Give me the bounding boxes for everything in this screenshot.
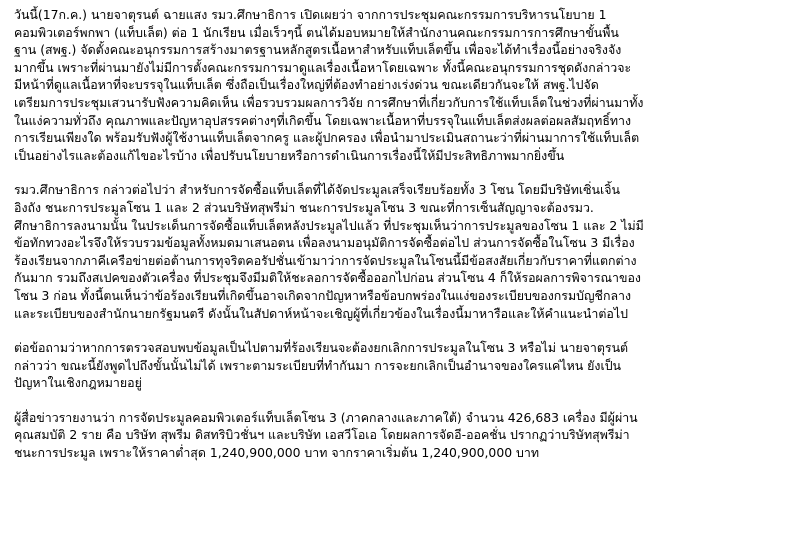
paragraph-line: เตรียมการประชุมเสวนารับฟังความคิดเห็น เพื่อรวบรวมผลการวิจัย การศึกษาที่เกี่ยวกับการใช้แท็บเล็ตในช่วงที่ผ่านมาทั้ง: [14, 94, 644, 110]
paragraph-line: วันนี้(17ก.ค.) นายจาตุรนต์ ฉายแสง รมว.ศึกษาธิการ เปิดเผยว่า จากการประชุมคณะกรรมการบริหารนโยบาย 1: [14, 7, 607, 22]
paragraph-line: ชนะการประมูล เพราะให้ราคาต่ำสุด 1,240,900,000 บาท จากราคาเริ่มต้น 1,240,900,000 บาท: [14, 445, 540, 461]
paragraph-line: มากขึ้น เพราะที่ผ่านมายังไม่มีการตั้งคณะกรรมการมาดูแลเรื่องเนื้อหาโดยเฉพาะ ทั้งนี้คณะอนุกรรมการชุดดังกล่าวจะ: [14, 59, 632, 75]
paragraph-line: ต่อข้อถามว่าหากการตรวจสอบพบข้อมูลเป็นไปตามที่ร้องเรียนจะต้องยกเลิกการประมูลในโซน 3 หรือไม่ นายจาตุรนต์: [14, 340, 629, 356]
article-paragraph-1: [14, 6, 786, 164]
paragraph-line: คอมพิวเตอร์พกพา (แท็บเล็ต) ต่อ 1 นักเรียน เมื่อเร็วๆนี้ ตนได้มอบหมายให้สำนักงานคณะกรรมการการศึกษาขั้นพื้น: [14, 24, 619, 40]
paragraph-line: รมว.ศึกษาธิการ กล่าวต่อไปว่า สำหรับการจัดซื้อแท็บเล็ตที่ได้จัดประมูลเสร็จเรียบร้อยทั้ง 3 โซน โดยมีบริษัทเซิ่นเจิ้น: [14, 182, 620, 198]
paragraph-line: การเรียนเพียงใด พร้อมรับฟังผู้ใช้งานแท็บเล็ตจากครู และผู้ปกครอง เพื่อนำมาประเมินสถานะว่าที่ผ่านมาการใช้แท็บเล็ต: [14, 130, 640, 146]
news-article: [14, 6, 786, 462]
paragraph-line: โซน 3 ก่อน ทั้งนี้ตนเห็นว่าข้อร้องเรียนที่เกิดขึ้นอาจเกิดจากปัญหาหรือข้อบกพร่องในแง่ของระเบียบของกรมบัญชีกลาง: [14, 287, 632, 303]
paragraph-line: ข้อทักทวงอะไรจึงให้รวบรวมข้อมูลทั้งหมดมาเสนอตน เพื่อลงนามอนุมัติการจัดซื้อต่อไป ส่วนการจัดซื้อในโซน 3 มีเรื่อง: [14, 235, 635, 251]
paragraph-line: และระเบียบของสำนักนายกรัฐมนตรี ดังนั้นในสัปดาห์หน้าจะเชิญผู้ที่เกี่ยวข้องในเรื่องนี้มาหารือและให้คำแนะนำต่อไป: [14, 305, 628, 321]
article-paragraph-3: [14, 339, 786, 392]
article-paragraph-4: [14, 409, 786, 462]
paragraph-line: คุณสมบัติ 2 ราย คือ บริษัท สุพรีม ดิสทริบิวชั่นฯ และบริษัท เอสวีโอเอ โดยผลการจัดอี-ออคชั่น ปรากฏว่าบริษัทสุพรีม่า: [14, 427, 630, 443]
paragraph-line: ศึกษาธิการลงนามนั้น ในประเด็นการจัดซื้อแท็บเล็ตหลังประมูลไปแล้ว ที่ประชุมเห็นว่าการประมูลของโซน 1 และ 2 ไม่มี: [14, 217, 644, 233]
paragraph-line: กันมาก รวมถึงสเปคของตัวเครื่อง ที่ประชุมจึงมีมติให้ชะลอการจัดซื้อออกไปก่อน ส่วนโซน 4 ก็ให้รอผลการพิจารณาของ: [14, 270, 641, 286]
paragraph-line: อิงถัง ชนะการประมูลโซน 1 และ 2 ส่วนบริษัทสุพรีม่า ชนะการประมูลโซน 3 ขณะที่การเซ็นสัญญาจะต้องรมว.: [14, 199, 594, 215]
paragraph-line: ผู้สื่อข่าวรายงานว่า การจัดประมูลคอมพิวเตอร์แท็บเล็ตโซน 3 (ภาคกลางและภาคใต้) จำนวน 426,683 เครื่อง มีผู้ผ่าน: [14, 409, 638, 425]
paragraph-line: ปัญหาในเชิงกฎหมายอยู่: [14, 375, 142, 391]
paragraph-line: มีหน้าที่ดูแลเนื้อหาที่จะบรรจุในแท็บเล็ต ซึ่งถือเป็นเรื่องใหญ่ที่ต้องทำอย่างเร่งด่วน ขณะเดียวกันจะให้ สพฐ.ไปจัด: [14, 77, 599, 93]
paragraph-line: ร้องเรียนจากภาคีเครือข่ายต่อต้านการทุจริตคอรัปชั่นเข้ามาว่าการจัดประมูลในโซนนี้มีข้อสงสัยเกี่ยวกับราคาที่แตกต่าง: [14, 252, 637, 268]
paragraph-line: เป็นอย่างไรและต้องแก้ไขอะไรบ้าง เพื่อปรับนโยบายหรือการดำเนินการเรื่องนี้ให้มีประสิทธิภาพมากยิ่งขึ้น: [14, 147, 565, 163]
paragraph-line: ฐาน (สพฐ.) จัดตั้งคณะอนุกรรมการสร้างมาตรฐานหลักสูตรเนื้อหาสำหรับแท็บเล็ตขึ้น เพื่อจะได้ทำเรื่องนี้อย่างจริงจัง: [14, 42, 622, 58]
paragraph-line: กล่าวว่า ขณะนี้ยังพูดไปถึงขั้นนั้นไม่ได้ เพราะตามระเบียบที่ทำกันมา การจะยกเลิกเป็นอำนาจของใครแค่ไหน ยังเป็น: [14, 357, 622, 373]
article-paragraph-2: [14, 181, 786, 322]
paragraph-line: ในแง่ความทั่วถึง คุณภาพและปัญหาอุปสรรคต่างๆที่เกิดขึ้น โดยเฉพาะเนื้อหาที่บรรจุในแท็บเล็ตส่งผลต่อผลสัมฤทธิ์ทาง: [14, 112, 632, 128]
